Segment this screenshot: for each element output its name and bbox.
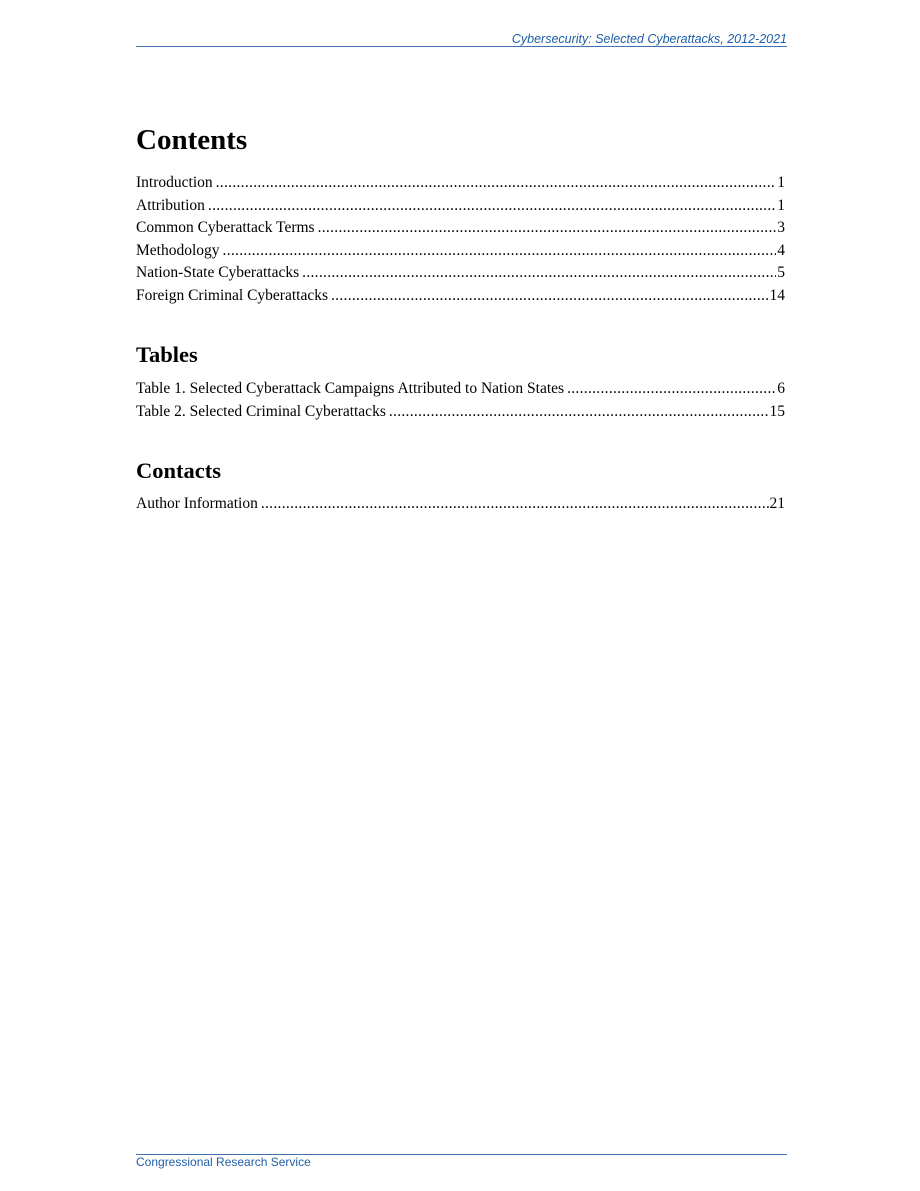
toc-entry-title: Foreign Criminal Cyberattacks	[136, 286, 328, 304]
toc-entry-page: 21	[769, 495, 785, 512]
contacts-list	[136, 495, 785, 518]
toc-entry-attribution[interactable]	[136, 197, 785, 220]
toc-entry-page: 1	[777, 196, 785, 214]
toc-entry-title: Nation-State Cyberattacks	[136, 264, 300, 281]
dot-leader	[216, 174, 777, 192]
toc-entry-page: 3	[777, 219, 785, 236]
dot-leader	[302, 264, 776, 282]
toc-entry-page: 6	[777, 380, 785, 397]
dot-leader	[389, 403, 769, 421]
toc-entry-title: Table 2. Selected Criminal Cyberattacks	[136, 402, 386, 420]
toc-entry-page: 4	[777, 241, 785, 259]
dot-leader	[208, 197, 776, 215]
dot-leader	[261, 495, 769, 513]
contents-heading: Contents	[136, 124, 248, 156]
toc-entry-nation-state-cyberattacks[interactable]	[136, 264, 785, 287]
dot-leader	[331, 287, 769, 305]
dot-leader	[223, 242, 777, 260]
toc-entry-title: Attribution	[136, 196, 205, 214]
toc-entry-page: 14	[769, 286, 785, 304]
toc-entry-table-2[interactable]	[136, 403, 785, 426]
contents-list	[136, 174, 785, 309]
header-rule	[136, 46, 787, 47]
dot-leader	[567, 380, 776, 398]
toc-entry-foreign-criminal-cyberattacks[interactable]	[136, 287, 785, 310]
toc-entry-page: 5	[777, 264, 785, 281]
footer-organization: Congressional Research Service	[136, 1155, 311, 1169]
toc-entry-common-cyberattack-terms[interactable]	[136, 219, 785, 242]
dot-leader	[318, 219, 777, 237]
toc-entry-title: Common Cyberattack Terms	[136, 219, 315, 236]
toc-entry-introduction[interactable]	[136, 174, 785, 197]
contacts-heading: Contacts	[136, 458, 221, 483]
toc-entry-methodology[interactable]	[136, 242, 785, 265]
toc-entry-page: 15	[769, 402, 785, 420]
toc-entry-title: Author Information	[136, 495, 258, 512]
toc-entry-table-1[interactable]	[136, 380, 785, 403]
toc-entry-title: Introduction	[136, 174, 213, 191]
toc-entry-title: Methodology	[136, 241, 220, 259]
tables-heading: Tables	[136, 342, 198, 367]
toc-entry-page: 1	[777, 174, 785, 191]
toc-entry-author-information[interactable]	[136, 495, 785, 518]
running-header-title: Cybersecurity: Selected Cyberattacks, 2012-2021	[511, 32, 787, 46]
tables-list	[136, 380, 785, 425]
toc-entry-title: Table 1. Selected Cyberattack Campaigns Attributed to Nation States	[136, 380, 565, 397]
